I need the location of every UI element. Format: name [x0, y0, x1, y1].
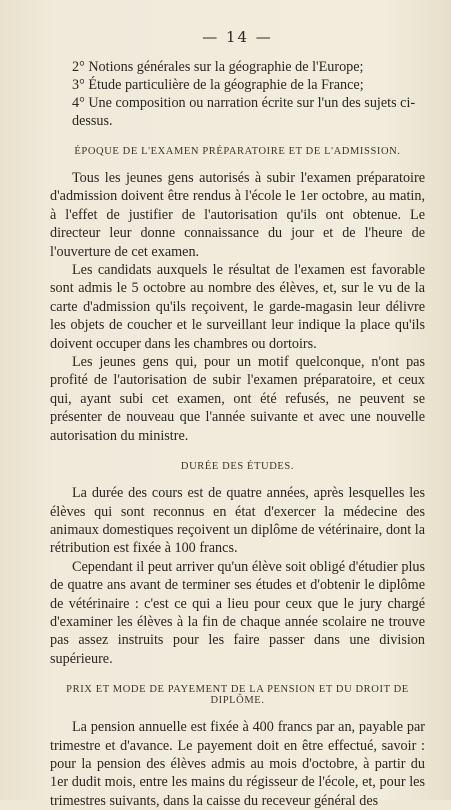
page-number: — 14 —: [202, 28, 273, 46]
paragraph: Cependant il peut arriver qu'un élève soit obligé d'étudier plus de quatre ans avant de terminer ses études et d'obtenir le diplôme de vétérinaire : c'est ce qui a lieu pour ceux que le jury chargé d'examiner les élèves à la fin de chaque année scolaire ne trouve pas assez instruits pour les faire passer dans une division supérieure.: [50, 558, 425, 667]
section-heading-examen: ÉPOQUE DE L'EXAMEN PRÉPARATOIRE ET DE L'ADMISSION.: [74, 146, 401, 157]
paragraph: Les jeunes gens qui, pour un motif quelconque, n'ont pas profité de l'autorisation de subir l'examen préparatoire, et ceux qui, ayant subi cet examen, ont été refusés, ne peuvent se présenter de nouveau que l'année suivante et avec une nouvelle autorisation du ministre.: [50, 354, 425, 444]
paragraph: La durée des cours est de quatre années, après lesquelles les élèves qui sont reconnus en état d'exercer la médecine des animaux domestiques reçoivent un diplôme de vétérinaire, dont la rétribution est fixée à 100 francs.: [50, 485, 425, 557]
list-item: 3° Étude particulière de la géographie de la France;: [72, 77, 364, 93]
list-item: 2° Notions générales sur la géographie de l'Europe;: [72, 59, 364, 75]
paragraph: Tous les jeunes gens autorisés à subir l'examen préparatoire d'admission doivent être rendus à l'école le 1er octobre, au matin, à l'effet de justifier de l'autorisation qu'ils ont obtenue. Le directeur leur donne connaissance du jour et de l'heure de l'ouverture de cet examen.: [50, 170, 425, 260]
list-item: 4° Une composition ou narration écrite sur l'un des sujets ci-dessus.: [72, 95, 416, 129]
section-heading-prix: PRIX ET MODE DE PAYEMENT DE LA PENSION ET DU DROIT DE DIPLÔME.: [66, 684, 409, 707]
section-heading-duree: DURÉE DES ÉTUDES.: [180, 461, 295, 473]
paragraph: La pension annuelle est fixée à 400 francs par an, payable par trimestre et d'avance. Le payement doit en être effectué, savoir : pour la pension des élèves admis au mois d'octobre, à partir du 1er dudit mois, entre les mains du régisseur de l'école, et, pour les trimestres suivants, dans la caisse du receveur général des: [50, 719, 425, 809]
paragraph: Les candidats auxquels le résultat de l'examen est favorable sont admis le 5 octobre au nombre des élèves, et, sur le vu de la carte d'admission qu'ils reçoivent, le garde-magasin leur délivre les objets de coucher et le surveillant leur indique la place qu'ils doivent occuper dans les chambres ou dortoirs.: [50, 262, 425, 352]
